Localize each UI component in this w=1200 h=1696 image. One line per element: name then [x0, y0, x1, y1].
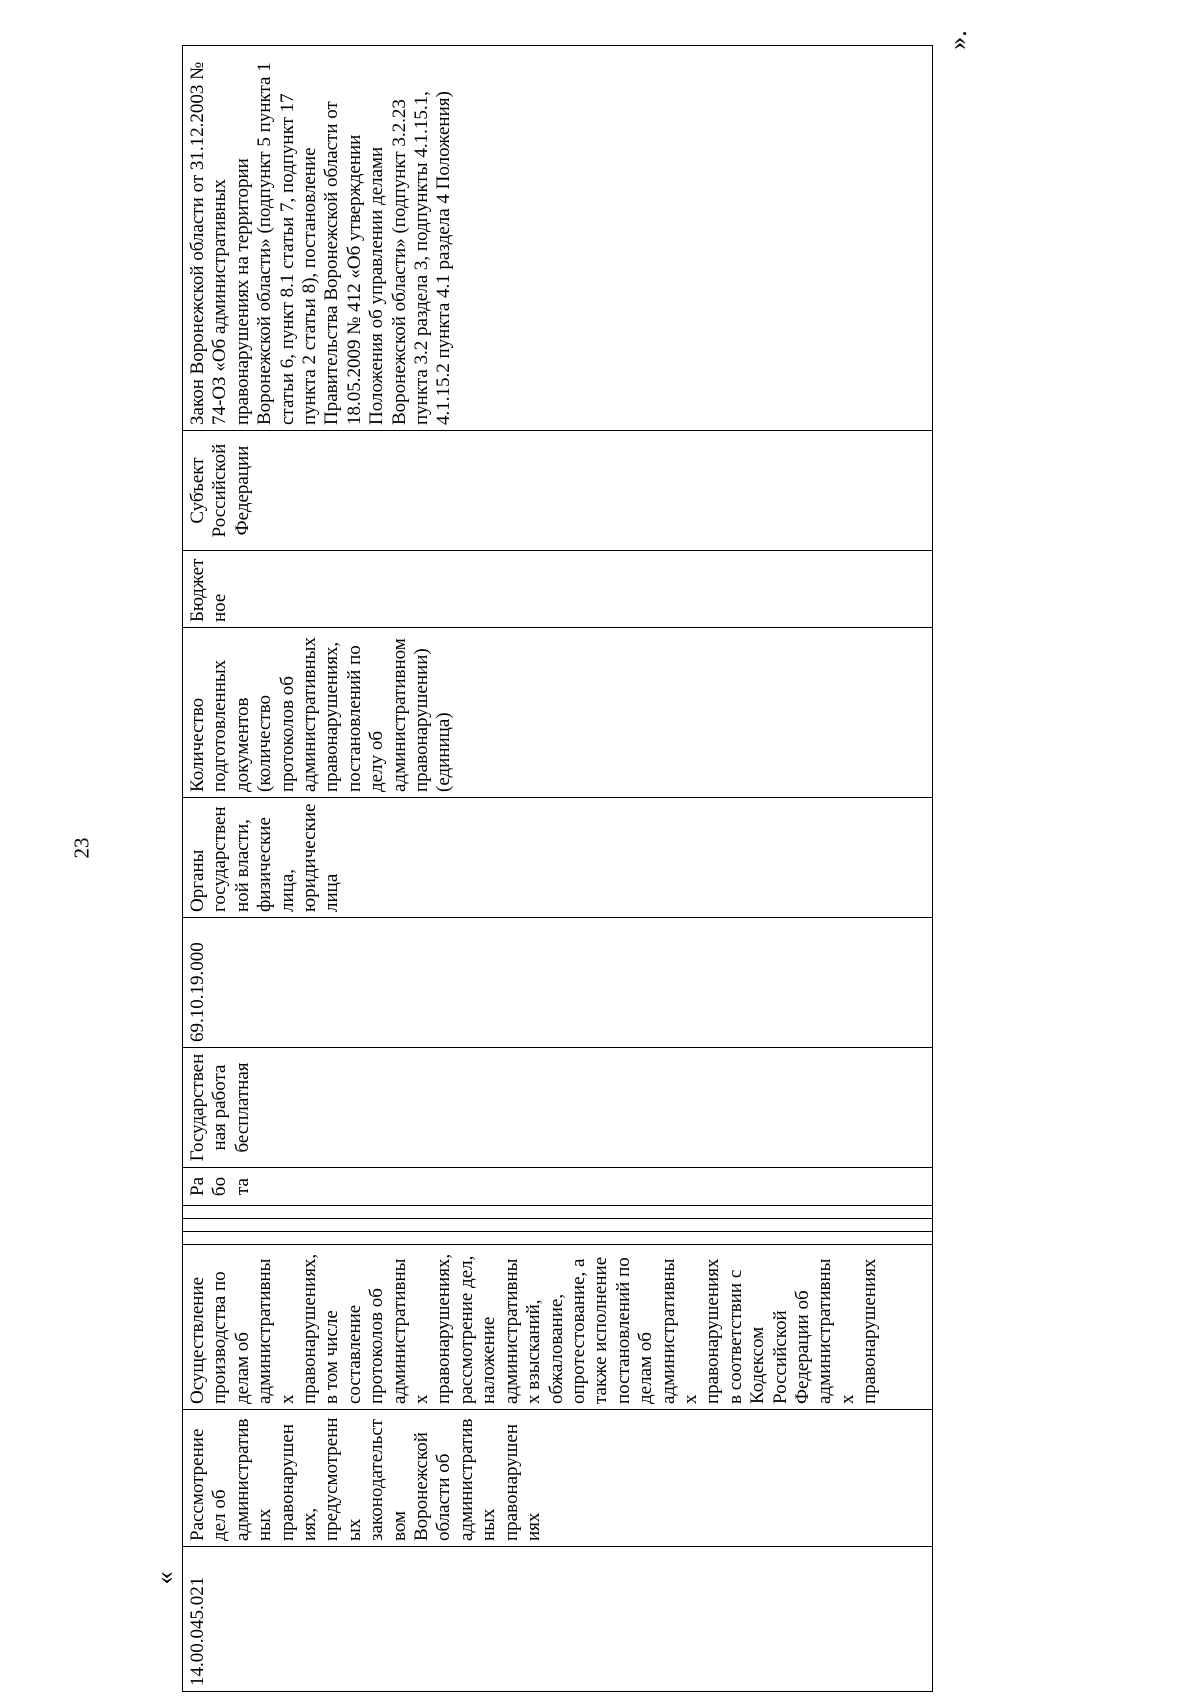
cell-basis: Государственная работа бесплатная	[183, 1048, 933, 1168]
cell-empty-1	[183, 1232, 933, 1245]
cell-empty-3	[183, 1206, 933, 1219]
page-number: 23	[69, 837, 94, 859]
cell-type: Работа	[183, 1168, 933, 1206]
cell-legal-basis: Закон Воронежской области от 31.12.2003 № 74-ОЗ «Об административных правонарушениях на территории Воронежской области» (подпункт 5 пункта 1 статьи 6, пункт 8.1 статьи 7, подпункт 17 пункта 2 статьи 8), постановление Правительства Воронежской области от 18.05.2009 № 412 «Об утверждении Положения об управлении делами Воронежской области» (подпункт 3.2.23 пункта 3.2 раздела 3, подпункты 4.1.15.1, 4.1.15.2 пункта 4.1 раздела 4 Положения)	[183, 46, 933, 431]
cell-content: Осуществление производства по делам об административных правонарушениях, в том числе составление протоколов об административных правонарушениях, рассмотрение дел, наложение административных взысканий, обжалование, опротестование, а также исполнение постановлений по делам об административных правонарушениях в соответствии с Кодексом Российской Федерации об административных правонарушениях	[183, 1245, 933, 1410]
cell-indicator: Количество подготовленных документов (количество протоколов об административных правонарушениях, постановлений по делу об административном правонарушении) (единица)	[183, 628, 933, 798]
cell-name: Рассмотрение дел об административных правонарушениях, предусмотренных законодательством Воронежской области об административных правонарушениях	[183, 1410, 933, 1547]
table-row	[183, 46, 933, 1692]
cell-institution-type: Бюджетное	[183, 551, 933, 628]
cell-level: Субъект Российской Федерации	[183, 431, 933, 551]
cell-okved: 69.10.19.000	[183, 918, 933, 1048]
cell-empty-2	[183, 1219, 933, 1232]
cell-consumers: Органы государственной власти, физические лица, юридические лица	[183, 798, 933, 918]
cell-code: 14.00.045.021	[183, 1547, 933, 1692]
closing-quote: ».	[943, 30, 972, 50]
services-table	[182, 45, 933, 1692]
rotated-table	[182, 46, 933, 1692]
opening-quote: «	[150, 1571, 179, 1585]
